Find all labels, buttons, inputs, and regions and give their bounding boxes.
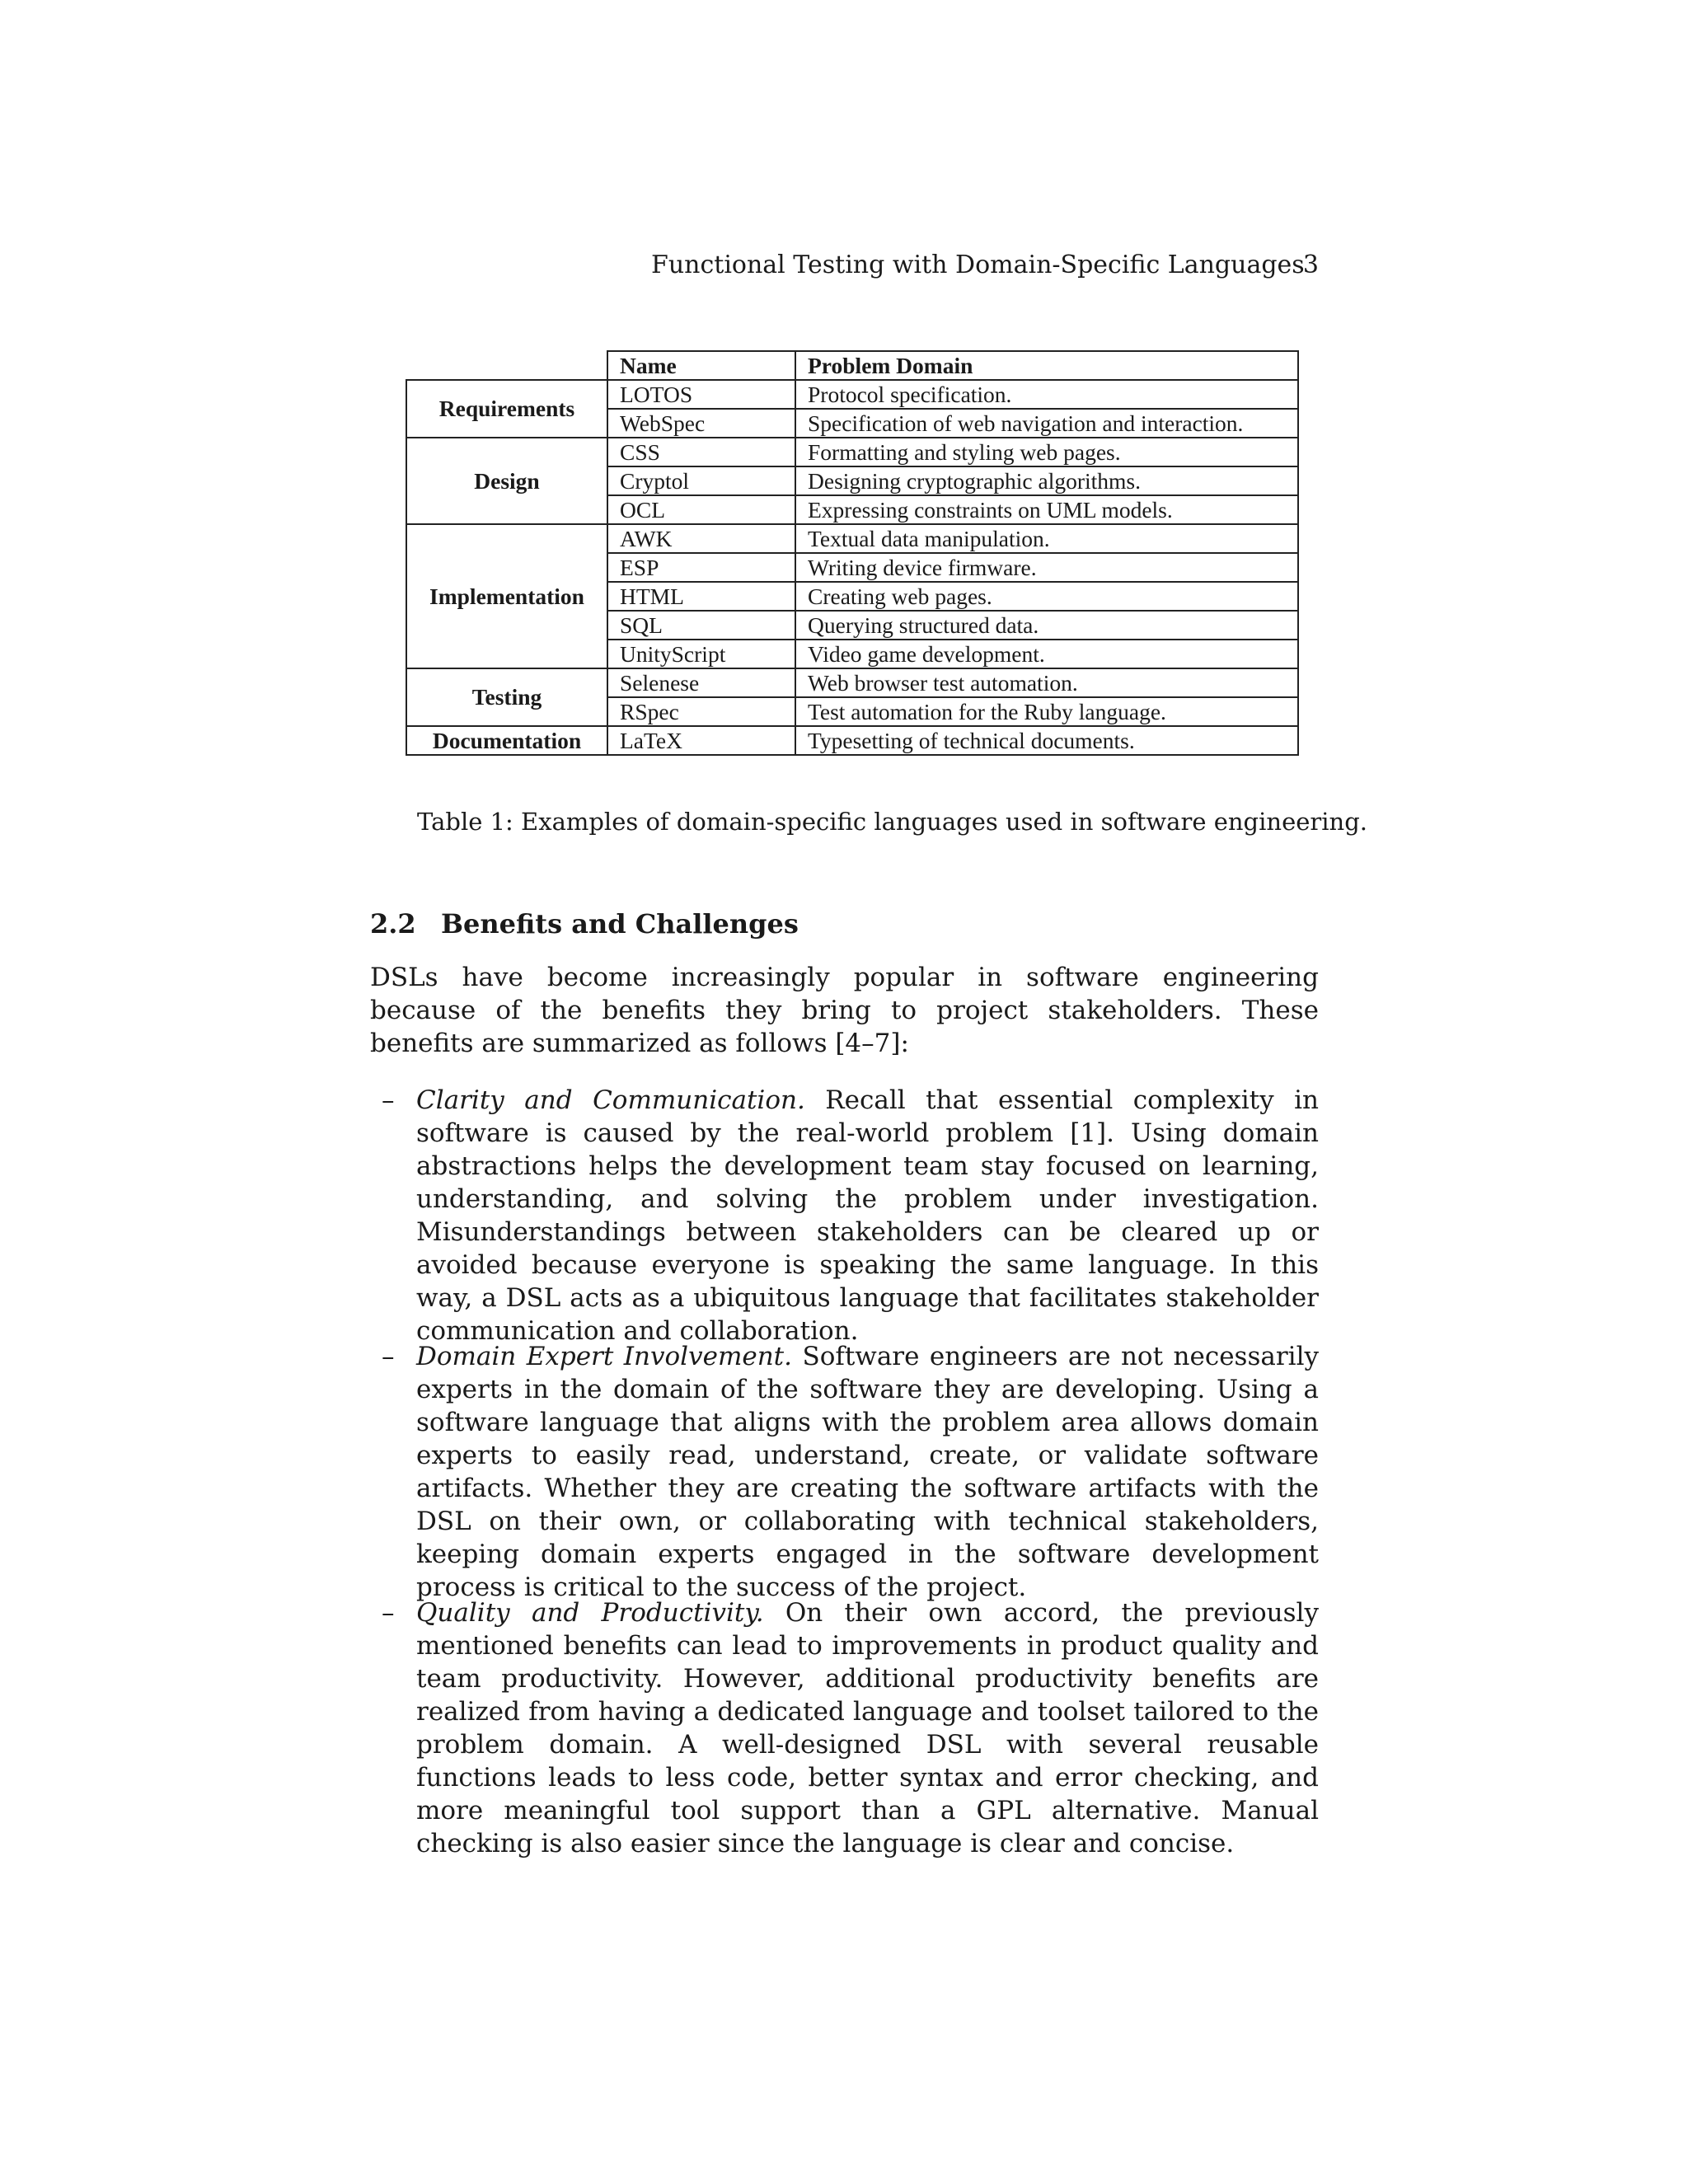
running-head — [651, 247, 1319, 284]
column-header-domain: Problem Domain — [795, 351, 1298, 380]
domain-cell: Specification of web navigation and interaction. — [795, 409, 1298, 438]
domain-cell: Typesetting of technical documents. — [795, 726, 1298, 755]
bullet-dash: – — [382, 1598, 395, 1628]
domain-cell: Querying structured data. — [795, 611, 1298, 640]
dsl-name-cell: CSS — [607, 438, 795, 466]
stage-cell: Design — [406, 438, 607, 524]
dsl-name-cell: UnityScript — [607, 640, 795, 668]
section-number: 2.2 — [370, 908, 416, 940]
bullet-dash: – — [382, 1085, 395, 1115]
stage-cell: Requirements — [406, 380, 607, 438]
bullet-item — [382, 1084, 1319, 1347]
dsl-name-cell: AWK — [607, 524, 795, 553]
dsl-name-cell: Selenese — [607, 668, 795, 697]
stage-cell: Implementation — [406, 524, 607, 668]
bullet-text: Software engineers are not necessarily experts in the domain of the software they are developing. Using a software language that aligns with the problem area allows domain experts to easily read, understand, create, or validate software artifacts. Whether they are creating the software artifacts with the DSL on their own, or collaborating with technical stakeholders, keeping domain experts engaged in the software development process is critical to the success of the project. — [416, 1342, 1320, 1602]
domain-cell: Test automation for the Ruby language. — [795, 697, 1298, 726]
bullet-item — [382, 1340, 1320, 1604]
table-row — [406, 668, 1298, 697]
stage-cell: Testing — [406, 668, 607, 726]
table-corner — [406, 351, 607, 380]
dsl-table — [406, 350, 1299, 756]
dsl-name-cell: RSpec — [607, 697, 795, 726]
section-heading — [370, 908, 799, 940]
table-row — [406, 380, 1298, 409]
domain-cell: Web browser test automation. — [795, 668, 1298, 697]
table-header-row — [406, 351, 1298, 380]
table-row — [406, 726, 1298, 755]
bullet-text: On their own accord, the previously mentioned benefits can lead to improvements in product quality and team productivity. However, additional productivity benefits are realized from having a dedicated language and toolset tailored to the problem domain. A well-designed DSL with several reusable functions leads to less code, better syntax and error checking, and more meaningful tool support than a GPL alternative. Manual checking is also easier since the language is clear and concise. — [416, 1598, 1319, 1858]
domain-cell: Formatting and styling web pages. — [795, 438, 1298, 466]
domain-cell: Creating web pages. — [795, 582, 1298, 611]
domain-cell: Expressing constraints on UML models. — [795, 495, 1298, 524]
dsl-name-cell: HTML — [607, 582, 795, 611]
table-caption: Table 1: Examples of domain-specific languages used in software engineering. — [417, 808, 1367, 836]
domain-cell: Video game development. — [795, 640, 1298, 668]
domain-cell: Textual data manipulation. — [795, 524, 1298, 553]
domain-cell: Designing cryptographic algorithms. — [795, 466, 1298, 495]
domain-cell: Writing device firmware. — [795, 553, 1298, 582]
dsl-name-cell: WebSpec — [607, 409, 795, 438]
stage-cell: Documentation — [406, 726, 607, 755]
bullet-term: Domain Expert Involvement. — [416, 1342, 792, 1371]
column-header-name: Name — [607, 351, 795, 380]
bullet-term: Quality and Productivity. — [416, 1598, 764, 1628]
bullet-dash: – — [382, 1342, 395, 1371]
bullet-term: Clarity and Communication. — [416, 1085, 805, 1115]
dsl-name-cell: Cryptol — [607, 466, 795, 495]
dsl-name-cell: ESP — [607, 553, 795, 582]
table-row — [406, 524, 1298, 553]
intro-paragraph: DSLs have become increasingly popular in software engineering because of the benefits they bring to project stakeholders. These benefits are summarized as follows [4–7]: — [370, 963, 1319, 1058]
dsl-name-cell: OCL — [607, 495, 795, 524]
domain-cell: Protocol specification. — [795, 380, 1298, 409]
dsl-name-cell: LOTOS — [607, 380, 795, 409]
table-row — [406, 438, 1298, 466]
dsl-name-cell: SQL — [607, 611, 795, 640]
dsl-name-cell: LaTeX — [607, 726, 795, 755]
bullet-item — [382, 1596, 1319, 1860]
bullet-text: Recall that essential complexity in software is caused by the real-world problem [1]. Using domain abstractions helps the development team stay focused on learning, understanding, and solving the problem under investigation. Misunderstandings between stakeholders can be cleared up or avoided because everyone is speaking the same language. In this way, a DSL acts as a ubiquitous language that facilitates stakeholder communication and collaboration. — [416, 1085, 1319, 1346]
running-title: Functional Testing with Domain-Specific Languages — [651, 251, 1305, 279]
section-title: Benefits and Challenges — [441, 908, 799, 940]
page-number: 3 — [1302, 251, 1319, 279]
